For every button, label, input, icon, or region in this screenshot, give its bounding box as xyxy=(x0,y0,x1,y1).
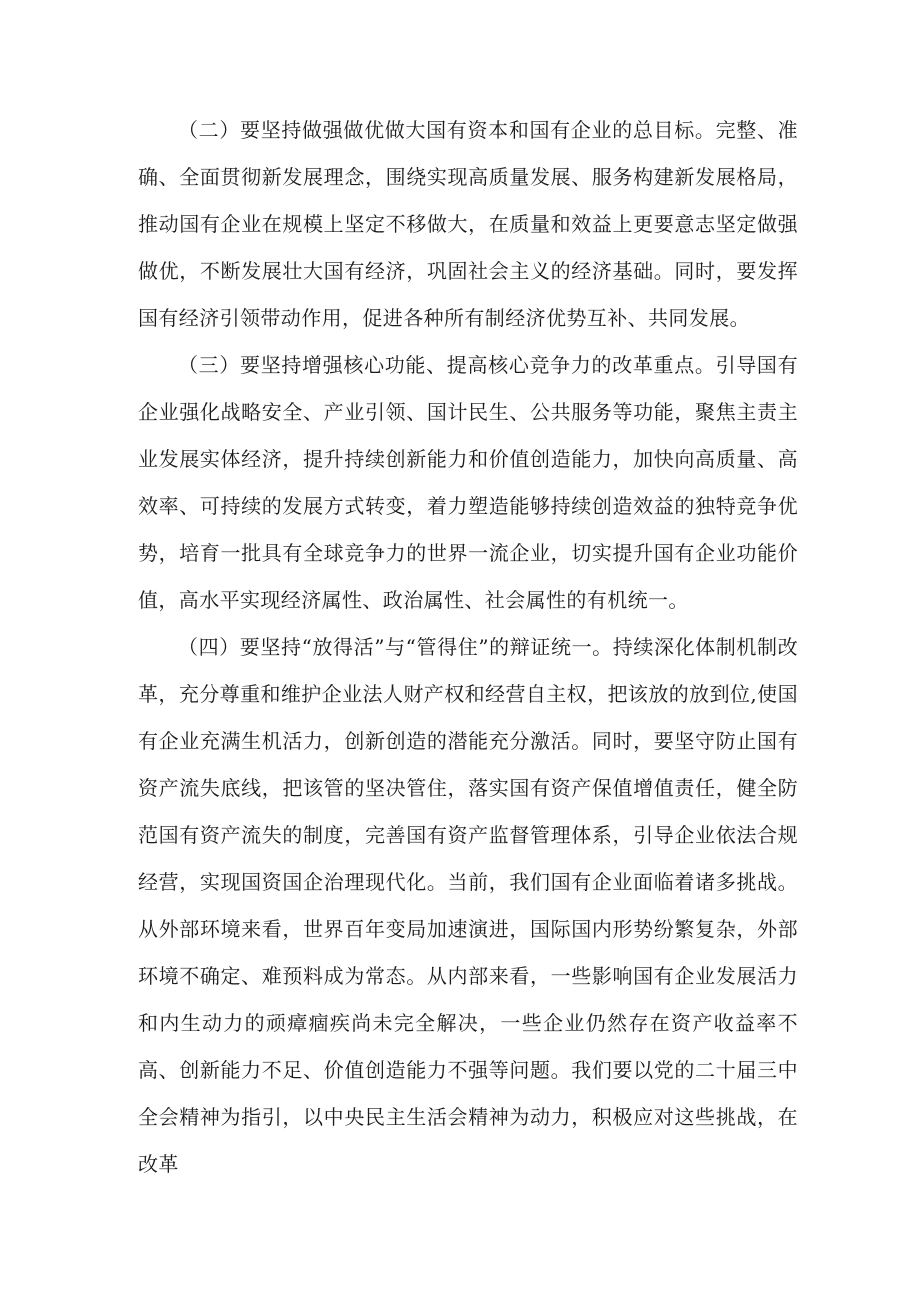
paragraph-4: （四）要坚持“放得活”与“管得住”的辩证统一。持续深化体制机制改革，充分尊重和维护企业法人财产权和经营自主权，把该放的放到位,使国有企业充满生机活力，创新创造的潜能充分激活。同时，要坚守防止国有资产流失底线，把该管的坚决管住，落实国有资产保值增值责任，健全防范国有资产流失的制度，完善国有资产监督管理体系，引导企业依法合规经营，实现国资国企治理现代化。当前，我们国有企业面临着诸多挑战。从外部环境来看，世界百年变局加速演进，国际国内形势纷繁复杂，外部环境不确定、难预料成为常态。从内部来看，一些影响国有企业发展活力和内生动力的顽瘴痼疾尚未完全解决，一些企业仍然存在资产收益率不高、创新能力不足、价值创造能力不强等问题。我们要以党的二十届三中全会精神为指引，以中央民主生活会精神为动力，积极应对这些挑战，在改革 xyxy=(138,635,798,1176)
paragraph-3: （三）要坚持增强核心功能、提高核心竞争力的改革重点。引导国有企业强化战略安全、产业引领、国计民生、公共服务等功能，聚焦主责主业发展实体经济，提升持续创新能力和价值创造能力，加快向高质量、高效率、可持续的发展方式转变，着力塑造能够持续创造效益的独特竞争优势，培育一批具有全球竞争力的世界一流企业，切实提升国有企业功能价值，高水平实现经济属性、政治属性、社会属性的有机统一。 xyxy=(138,353,798,612)
paragraph-2: （二）要坚持做强做优做大国有资本和国有企业的总目标。完整、准确、全面贯彻新发展理念，围绕实现高质量发展、服务构建新发展格局，推动国有企业在规模上坚定不移做大，在质量和效益上更要意志坚定做强做优，不断发展壮大国有经济，巩固社会主义的经济基础。同时，要发挥国有经济引领带动作用，促进各种所有制经济优势互补、共同发展。 xyxy=(138,118,798,330)
document-body xyxy=(138,107,798,1188)
